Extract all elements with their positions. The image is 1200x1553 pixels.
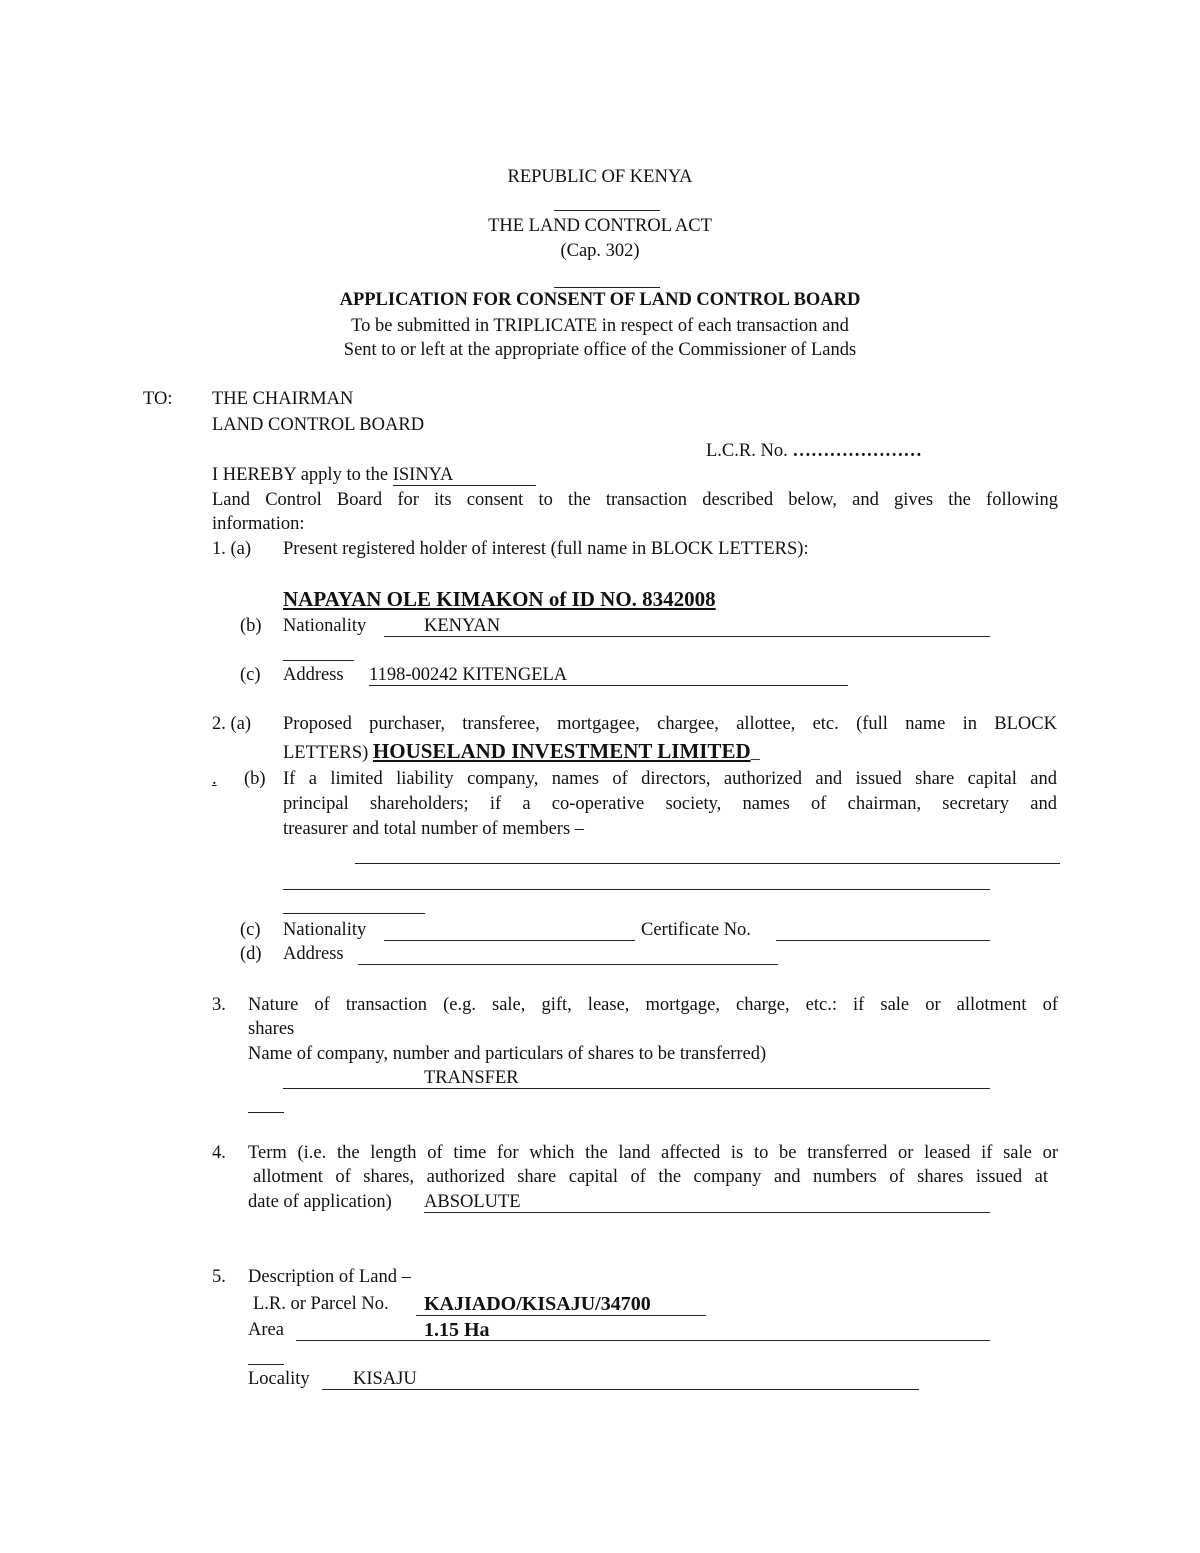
certificate-label: Certificate No.: [641, 920, 751, 940]
holder-name: NAPAYAN OLE KIMAKON of ID NO. 8342008: [283, 587, 716, 611]
section1-c-marker: (c): [240, 665, 261, 685]
section4-number: 4.: [212, 1143, 226, 1163]
section2-b-line-1: If a limited liability company, names of directors, authorized and issued share capital and: [283, 769, 1057, 789]
address-underline: [369, 685, 848, 686]
lcr-dots: …………………: [792, 441, 922, 461]
area-underline: [296, 1340, 990, 1341]
section4-line-1: Term (i.e. the length of time for which the land affected is to be transferred or leased if sale or: [248, 1143, 1058, 1163]
certificate-underline: [776, 940, 990, 941]
nationality-label: Nationality: [283, 616, 367, 636]
apply-prefix: I HEREBY apply to the: [212, 465, 389, 485]
section2-b-line-3: treasurer and total number of members –: [283, 819, 585, 839]
section3-number: 3.: [212, 995, 226, 1015]
cap-heading: (Cap. 302): [560, 241, 640, 261]
address-value: 1198-00242 KITENGELA: [369, 665, 568, 685]
form-title: APPLICATION FOR CONSENT OF LAND CONTROL BOARD: [339, 290, 861, 310]
apply-line: [212, 466, 536, 486]
members-line-1: [355, 863, 1060, 864]
section5-label: Description of Land –: [248, 1267, 411, 1287]
purchaser-name: HOUSELAND INVESTMENT LIMITED: [372, 739, 751, 763]
addressee-line-1: THE CHAIRMAN: [212, 389, 354, 409]
area-underline-cont: [248, 1364, 284, 1365]
section1-number: 1. (a): [212, 539, 252, 559]
transaction-underline: [283, 1088, 990, 1089]
term-value: ABSOLUTE: [424, 1192, 521, 1212]
republic-heading: REPUBLIC OF KENYA: [507, 167, 693, 187]
intro-line-2: Land Control Board for its consent to the transaction described below, and gives the following: [212, 490, 1058, 510]
section5-number: 5.: [212, 1267, 226, 1287]
section1-a-label: Present registered holder of interest (full name in BLOCK LETTERS):: [283, 539, 809, 559]
locality-value: KISAJU: [353, 1369, 417, 1389]
section2-address-label: Address: [283, 944, 344, 964]
section4-line-2: allotment of shares, authorized share capital of the company and numbers of shares issued at: [253, 1167, 1048, 1187]
section3-line-2: shares: [248, 1019, 295, 1039]
section2-b-marker: (b): [244, 769, 266, 789]
section1-b-marker: (b): [240, 616, 262, 636]
intro-line-3: information:: [212, 514, 305, 534]
area-value: 1.15 Ha: [424, 1319, 490, 1341]
lcr-field: [706, 442, 922, 461]
section2-b-line-2: principal shareholders; if a co-operative society, names of chairman, secretary and: [283, 794, 1057, 814]
header-rule-1: [554, 210, 660, 211]
lcr-label: L.C.R. No.: [706, 441, 788, 461]
transaction-underline-cont: [248, 1112, 284, 1113]
nationality-value: KENYAN: [424, 616, 501, 636]
section3-line-1: Nature of transaction (e.g. sale, gift, lease, mortgage, charge, etc.: if sale or allotment of: [248, 995, 1058, 1015]
term-underline: [424, 1212, 990, 1213]
nationality-underline-cont: [283, 660, 354, 661]
members-line-3: [283, 913, 425, 914]
form-subtitle-1: To be submitted in TRIPLICATE in respect of each transaction and: [351, 316, 849, 336]
nationality-underline: [384, 636, 990, 637]
section2-nationality-underline: [384, 940, 635, 941]
parcel-value: KAJIADO/KISAJU/34700: [424, 1293, 651, 1315]
section2-nationality-label: Nationality: [283, 920, 367, 940]
section2-a-line-1: Proposed purchaser, transferee, mortgagee, chargee, allottee, etc. (full name in BLOCK: [283, 714, 1057, 734]
area-label: Area: [248, 1320, 284, 1340]
section2-a-prefix: LETTERS): [283, 743, 369, 763]
locality-underline: [322, 1389, 919, 1390]
section2-number: 2. (a): [212, 714, 252, 734]
parcel-label: L.R. or Parcel No.: [253, 1294, 389, 1314]
section2-a-line-2: [283, 741, 760, 763]
board-name: ISINYA: [392, 465, 454, 485]
board-name-field: [393, 466, 536, 486]
members-line-2: [283, 889, 990, 890]
parcel-underline: [416, 1315, 706, 1316]
section2-c-marker: (c): [240, 920, 261, 940]
transaction-value: TRANSFER: [424, 1068, 519, 1088]
section3-line-3: Name of company, number and particulars of shares to be transferred): [248, 1044, 767, 1064]
to-label: TO:: [143, 389, 173, 409]
section4-line-3-prefix: date of application): [248, 1192, 392, 1212]
section2-dot: .: [212, 769, 217, 789]
header-rule-2: [554, 287, 660, 288]
form-subtitle-2: Sent to or left at the appropriate office of the Commissioner of Lands: [343, 340, 857, 360]
addressee-line-2: LAND CONTROL BOARD: [212, 415, 425, 435]
locality-label: Locality: [248, 1369, 310, 1389]
address-label: Address: [283, 665, 344, 685]
purchaser-name-trail: [751, 743, 760, 763]
section2-d-marker: (d): [240, 944, 262, 964]
act-heading: THE LAND CONTROL ACT: [488, 216, 712, 236]
section2-address-underline: [358, 964, 778, 965]
